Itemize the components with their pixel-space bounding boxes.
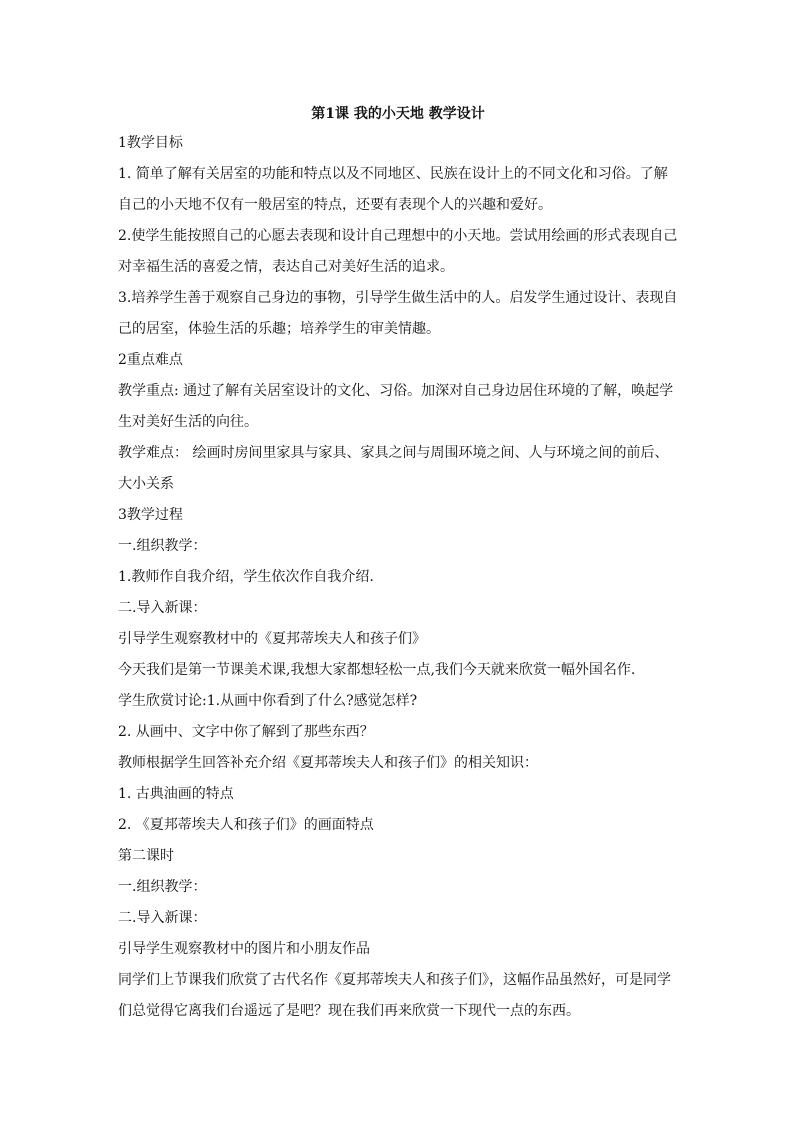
text-line: 2. 从画中、文字中你了解到了那些东西？ bbox=[118, 724, 374, 740]
text-line: 学生欣赏讨论:1.从画中你看到了什么?感觉怎样? bbox=[118, 693, 418, 709]
text-line: 教学重点: 通过了解有关居室设计的文化、习俗。加深对自己身边居住环境的了解，唤起学 bbox=[118, 383, 674, 399]
text-line: 同学们上节课我们欣赏了古代名作《夏邦蒂埃夫人和孩子们》，这幅作品虽然好，可是同学 bbox=[118, 972, 671, 988]
text-line: 一.组织教学： bbox=[118, 538, 207, 554]
text-line: 们总觉得它离我们台遥远了是吧？现在我们再来欣赏一下现代一点的东西。 bbox=[118, 1003, 580, 1019]
text-line: 2.使学生能按照自己的心愿去表现和设计自己理想中的小天地。尝试用绘画的形式表现自己 bbox=[118, 228, 678, 244]
text-line: 引导学生观察教材中的《夏邦蒂埃夫人和孩子们》 bbox=[118, 631, 426, 647]
text-line: 1.教师作自我介绍，学生依次作自我介绍. bbox=[118, 569, 374, 585]
text-line: 生对美好生活的向往。 bbox=[118, 414, 258, 430]
document-body bbox=[118, 100, 678, 1027]
text-line: 一.组织教学： bbox=[118, 879, 207, 895]
text-line: 大小关系 bbox=[118, 476, 174, 492]
text-line: 1. 简单了解有关居室的功能和特点以及不同地区、民族在设计上的不同文化和习俗。了解 bbox=[118, 166, 668, 182]
text-line: 今天我们是第一节课美术课,我想大家都想轻松一点,我们今天就来欣赏一幅外国名作. bbox=[118, 662, 636, 678]
document-lines bbox=[118, 128, 678, 1027]
document-title: 第1课 我的小天地 教学设计 bbox=[311, 106, 485, 122]
text-line: 教师根据学生回答补充介绍《夏邦蒂埃夫人和孩子们》的相关知识： bbox=[118, 755, 538, 771]
text-line: 第二课时 bbox=[118, 848, 174, 864]
text-line: 自己的小天地不仅有一般居室的特点，还要有表现个人的兴趣和爱好。 bbox=[118, 197, 552, 213]
text-line: 1. 古典油画的特点 bbox=[118, 786, 234, 802]
text-line: 1教学目标 bbox=[118, 135, 183, 151]
text-line: 二.导入新课： bbox=[118, 600, 207, 616]
text-line: 3.培养学生善于观察自己身边的事物，引导学生做生活中的人。启发学生通过设计、表现自 bbox=[118, 290, 678, 306]
text-line: 己的居室，体验生活的乐趣；培养学生的审美情趣。 bbox=[118, 321, 440, 337]
text-line: 二.导入新课： bbox=[118, 910, 207, 926]
text-line: 引导学生观察教材中的图片和小朋友作品 bbox=[118, 941, 370, 957]
text-line: 3教学过程 bbox=[118, 507, 183, 523]
text-line: 2重点难点 bbox=[118, 352, 183, 368]
text-line: 2. 《夏邦蒂埃夫人和孩子们》的画面特点 bbox=[118, 817, 374, 833]
text-line: 教学难点： 绘画时房间里家具与家具、家具之间与周围环境之间、人与环境之间的前后、 bbox=[118, 445, 669, 461]
text-line: 对幸福生活的喜爱之情，表达自己对美好生活的追求。 bbox=[118, 259, 454, 275]
